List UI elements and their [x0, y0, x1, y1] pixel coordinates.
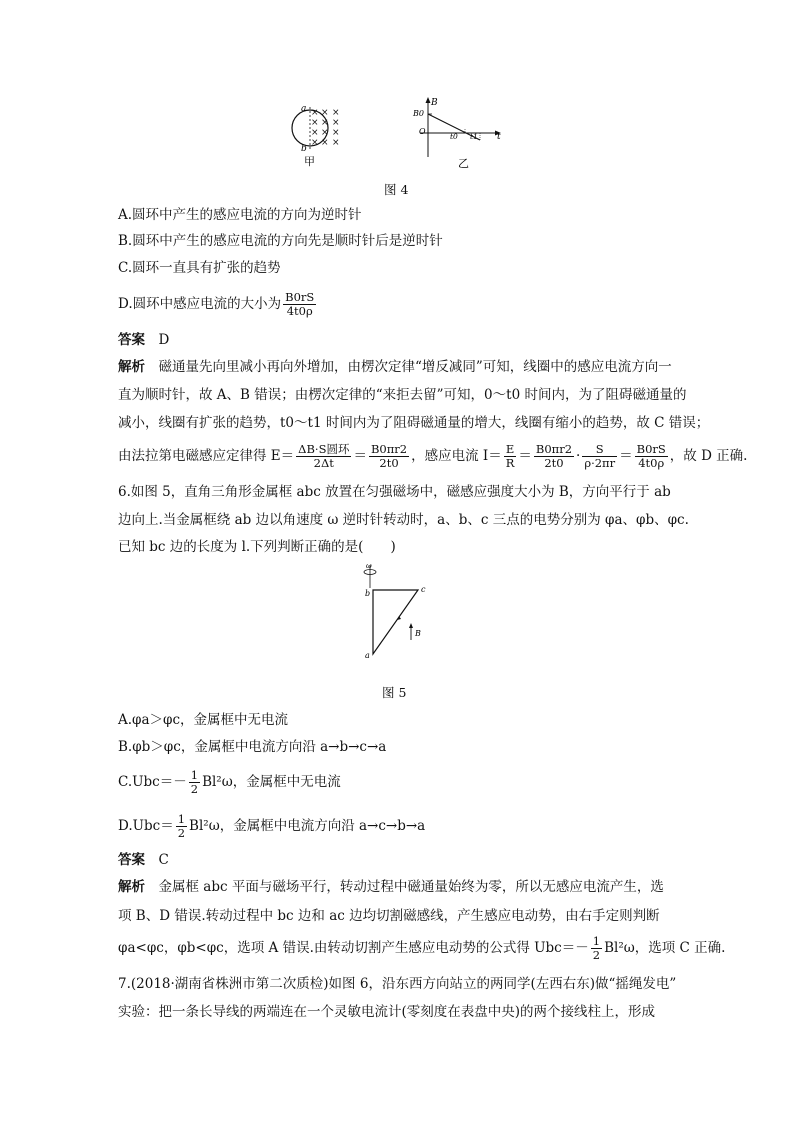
q7-stem-line1: 7.(2018·湖南省株洲市第二次质检)如图 6，沿东西方向站立的两同学(左西右东)做“摇绳发电”	[118, 976, 677, 992]
t1-label: t1	[470, 132, 478, 141]
q5-frac5-den: ρ·2πr	[584, 455, 616, 470]
point-a-label: a	[301, 104, 307, 114]
q6-option-d-post: Bl²ω，金属框中电流方向沿 a→c→b→a	[189, 818, 426, 834]
q5-frac1-num: ΔB·S圆环	[298, 441, 350, 456]
q5-frac2-den: 2t0	[379, 455, 399, 470]
q6-analysis-line3	[118, 928, 725, 968]
q5-analysis-label: 解析	[118, 359, 145, 375]
q5-frac6-den: 4t0ρ	[638, 455, 665, 470]
q6-option-d	[118, 808, 425, 844]
q5-frac3-den: R	[505, 455, 515, 470]
q6-option-a: A.φa＞φc，金属框中无电流	[118, 712, 289, 728]
axis-t-label: t	[497, 132, 501, 142]
q5-analysis-text1: 磁通量先向里减小再向外增加，由楞次定律“增反减同”可知，线圈中的感应电流方向一	[158, 359, 672, 375]
field-cross: ×	[311, 138, 319, 148]
field-cross: ×	[311, 108, 319, 118]
q5-frac3-num: E	[504, 443, 517, 457]
q6-option-c-post: Bl²ω，金属框中无电流	[202, 774, 341, 790]
q6-an-num: 1	[592, 933, 601, 948]
q6-stem-line3: 已知 bc 边的长度为 l.下列判断正确的是( )	[118, 539, 396, 555]
q5-option-d	[118, 286, 318, 322]
q6-option-c-pre: C.Ubc＝－	[118, 774, 187, 790]
q6-c-num: 1	[190, 767, 199, 782]
q5-frac1	[296, 443, 351, 470]
q5-d-num: B0rS	[285, 289, 315, 304]
q5-analysis-line4: 由法拉第电磁感应定律得 E＝ $\frac{\text{ΔB·S圆环}}{2\Delta t}$ ＝ $\frac{B0\pi r2}{2t0}$ ，感应电流 I＝ $\frac{E}{R}$ ＝ $\frac{B0\pi r2}{2t0}$ · $\frac{S}{\rho\cdot 2\pi r}$ ＝ $\frac{B0rS}{4t0\rho}$ ，故 D 正确.	[118, 441, 748, 470]
field-cross: ×	[332, 108, 340, 118]
q6-option-b: B.φb＞φc，金属框中电流方向沿 a→b→c→a	[118, 739, 387, 755]
field-cross: ×	[321, 138, 329, 148]
q5-option-d-text: D.圆环中感应电流的大小为	[118, 296, 282, 312]
q5-analysis-line1	[118, 357, 672, 377]
q6-d-num: 1	[177, 811, 186, 826]
axis-b-label: B	[431, 98, 438, 108]
q5-frac6-num: B0rS	[636, 441, 666, 456]
q6-analysis-line3-post: Bl²ω，选项 C 正确.	[604, 940, 726, 956]
b0-label: B0	[413, 109, 424, 118]
q5-answer-value: D	[158, 332, 170, 348]
figure-4-caption: 图 4	[384, 182, 409, 197]
q6-analysis-fraction	[591, 935, 602, 962]
q5-frac4-num: B0πr2	[535, 441, 573, 456]
q5-option-d-fraction	[283, 291, 316, 318]
q5-formula-i-prefix: ，感应电流 I＝	[411, 448, 502, 464]
q6-option-c	[118, 764, 341, 800]
q5-analysis-line3: 减小，线圈有扩张的趋势，t0～t1 时间内为了阻碍磁通量的增大，线圈有缩小的趋势，故 C 错误；	[118, 415, 710, 431]
q5-formula-end: ，故 D 正确.	[669, 448, 748, 464]
field-cross: ×	[321, 118, 329, 128]
q5-option-b: B.圆环中产生的感应电流的方向先是顺时针后是逆时针	[118, 233, 443, 249]
q6-option-c-fraction	[189, 769, 200, 796]
q6-answer-value: C	[158, 852, 169, 868]
q5-frac1-den: 2Δt	[313, 455, 334, 470]
field-cross: ×	[321, 108, 329, 118]
q5-frac6	[635, 443, 668, 470]
q6-analysis-text1: 金属框 abc 平面与磁场平行，转动过程中磁通量始终为零，所以无感应电流产生，选	[158, 879, 664, 895]
q6-analysis-line2: 项 B、D 错误.转动过程中 bc 边和 ac 边均切割磁感线，产生感应电动势，由右手定则判断	[118, 908, 660, 924]
q5-d-den: 4t0ρ	[286, 303, 313, 318]
point-a-label-fig5: a	[365, 651, 370, 660]
figure-5-caption: 图 5	[382, 685, 407, 700]
origin-label: O	[419, 127, 426, 136]
q6-option-d-pre: D.Ubc＝	[118, 818, 174, 834]
field-cross: ×	[321, 128, 329, 138]
q6-analysis-line3-pre: φa<φc，φb<φc，选项 A 错误.由转动切割产生感应电动势的公式得 Ubc＝－	[118, 940, 589, 956]
q5-answer-label: 答案	[118, 332, 145, 348]
point-c-label-fig5: c	[421, 585, 426, 594]
q5-frac2	[369, 443, 409, 470]
q5-answer	[118, 330, 169, 350]
q6-answer	[118, 850, 169, 870]
figure-4	[280, 95, 520, 175]
q5-frac4-den: 2t0	[544, 455, 564, 470]
q6-stem-line1: 6.如图 5，直角三角形金属框 abc 放置在匀强磁场中，磁感应强度大小为 B，方向平行于 ab	[118, 484, 671, 500]
field-crosses	[311, 108, 340, 148]
q5-option-a: A.圆环中产生的感应电流的方向为逆时针	[118, 207, 362, 223]
q5-frac3	[504, 443, 517, 470]
q5-option-c: C.圆环一直具有扩张的趋势	[118, 260, 281, 276]
q5-formula-e-prefix: 由法拉第电磁感应定律得 E＝	[118, 448, 295, 464]
field-cross: ×	[332, 128, 340, 138]
field-cross: ×	[311, 128, 319, 138]
t0-label: t0	[450, 132, 458, 141]
q6-d-den: 2	[177, 825, 186, 840]
q5-frac2-num: B0πr2	[370, 441, 408, 456]
q6-option-d-fraction	[176, 813, 187, 840]
q5-analysis-line2: 直为顺时针，故 A、B 错误；由楞次定律的“来拒去留”可知，0～t0 时间内，为了阻碍磁通量的	[118, 387, 687, 403]
figure-5	[355, 562, 445, 662]
q6-an-den: 2	[592, 947, 601, 962]
q6-stem-line2: 边向上.当金属框绕 ab 边以角速度 ω 逆时针转动时，a、b、c 三点的电势分别为 φa、φb、φc.	[118, 512, 689, 528]
omega-label: ω	[366, 562, 372, 570]
q5-frac5-num: S	[582, 443, 617, 457]
q5-frac4	[534, 443, 574, 470]
q6-analysis-line1	[118, 877, 664, 897]
point-b-label-fig5: b	[365, 589, 371, 598]
triangle-frame	[373, 590, 418, 654]
q5-frac5	[582, 443, 617, 470]
point-b-label: b	[301, 144, 307, 154]
q6-c-den: 2	[190, 781, 199, 796]
q6-answer-label: 答案	[118, 852, 145, 868]
field-cross: ×	[311, 118, 319, 128]
fig4-left-label: 甲	[304, 155, 315, 168]
q6-analysis-label: 解析	[118, 879, 145, 895]
field-cross: ×	[332, 138, 340, 148]
field-b-label: B	[415, 629, 421, 638]
fig4-right-label: 乙	[458, 157, 469, 170]
field-cross: ×	[332, 118, 340, 128]
q7-stem-line2: 实验：把一条长导线的两端连在一个灵敏电流计(零刻度在表盘中央)的两个接线柱上，形成	[118, 1004, 656, 1020]
